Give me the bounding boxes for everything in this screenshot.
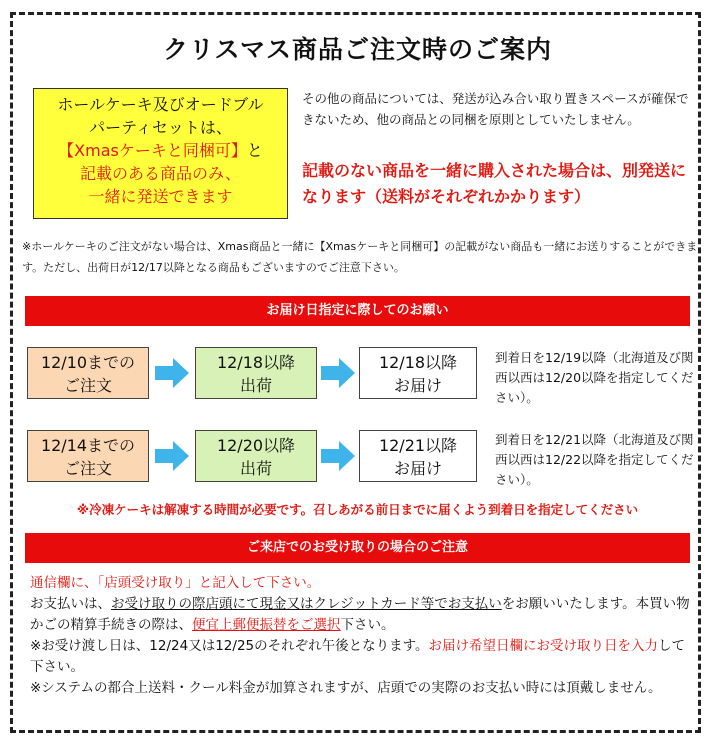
ship-date-box-2 (195, 430, 317, 482)
bundle-line-4: 記載のある商品のみ、 (80, 164, 241, 183)
frozen-cake-note: ※冷凍ケーキは解凍する時間が必要です。召しあがる前日までに届くよう到着日を指定してください (76, 502, 639, 517)
bundle-line-3-suffix: と (246, 141, 263, 160)
order-label-1: ご注文 (63, 376, 112, 395)
ship-label-2: 出荷 (239, 459, 272, 478)
other-products-text: その他の商品については、発送が込み合い取り置きスペースが確保できないため、他の商品との同梱を原則としていたしません。 (302, 91, 689, 127)
ship-date-1: 12/18以降 (216, 353, 296, 372)
delivery-label-2: お届け (393, 459, 442, 478)
order-deadline-box-2 (27, 430, 149, 482)
no-cake-note: ※ホールケーキのご注文がない場合は、Xmas商品と一緒に【Xmasケーキと同梱可】の記載がない商品も一緒にお送りすることができます。ただし、出荷日が12/17以降となる商品もございますのでご注意下さい。 (22, 240, 698, 274)
bundle-line-2: パーティセットは、 (89, 118, 232, 137)
ship-label-1: 出荷 (239, 376, 272, 395)
delivery-date-box-1 (359, 347, 477, 399)
payment-instruction: お支払いは、お受け取りの際店頭にて現金又はクレジットカード等でお支払いをお願いいたします。本買い物かごの精算手続きの際は、便宜上郵便振替をご選択下さい。 (30, 596, 690, 633)
delivery-date-box-2 (359, 430, 477, 482)
order-deadline-1: 12/10までの (40, 353, 136, 372)
bundle-line-1: ホールケーキ及びオードブル (57, 95, 264, 114)
bundle-tag: 【Xmasケーキと同梱可】 (58, 141, 247, 160)
delivery-date-1: 12/18以降 (378, 353, 458, 372)
bundle-notice-box (33, 88, 288, 219)
bundle-line-5: 一緒に発送できます (88, 187, 233, 206)
arrow-right-icon (155, 441, 189, 471)
page-title: クリスマス商品ご注文時のご案内 (162, 35, 552, 64)
order-deadline-box-1 (27, 347, 149, 399)
ship-date-box-1 (195, 347, 317, 399)
arrow-right-icon (321, 441, 355, 471)
arrow-right-icon (321, 358, 355, 388)
bundle-line-3 (34, 139, 287, 162)
pickup-date-note: ※お受け渡し日は、12/24又は12/25のそれぞれ午後となります。お届け希望日欄にお受け取り日を入力して下さい。 (30, 638, 686, 675)
delivery-date-2: 12/21以降 (378, 436, 458, 455)
shipping-fee-note: ※システムの都合上送料・クール料金が加算されますが、店頭での実際のお支払い時には頂戴しません。 (30, 680, 662, 696)
arrow-right-icon (155, 358, 189, 388)
ship-date-2: 12/20以降 (216, 436, 296, 455)
arrival-note-2: 到着日を12/21以降（北海道及び関西以西は12/22以降を指定してください）。 (495, 432, 694, 487)
separate-shipping-warning: 記載のない商品を一緒に購入された場合は、別発送になります（送料がそれぞれかかります） (302, 161, 687, 206)
store-pickup-details (30, 573, 695, 699)
arrival-note-1: 到着日を12/19以降（北海道及び関西以西は12/20以降を指定してください）。 (495, 350, 694, 405)
order-deadline-2: 12/14までの (40, 436, 136, 455)
order-label-2: ご注文 (63, 459, 112, 478)
delivery-label-1: お届け (393, 376, 442, 395)
store-pickup-banner: ご来店でのお受け取りの場合のご注意 (25, 533, 690, 563)
pickup-instruction: 通信欄に、「店頭受け取り」と記入して下さい。 (30, 575, 321, 591)
delivery-date-banner: お届け日指定に際してのお願い (25, 296, 690, 326)
